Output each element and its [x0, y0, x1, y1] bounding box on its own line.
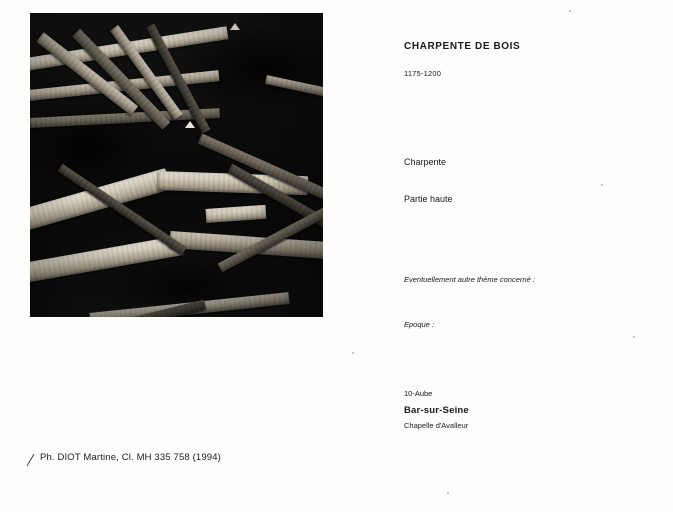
scan-speck — [601, 184, 603, 186]
scan-speck — [447, 492, 449, 494]
timber-beam — [206, 205, 267, 223]
photo-caption: Ph. DIOT Martine, Cl. MH 335 758 (1994) — [40, 452, 221, 463]
record-field-2: Partie haute — [404, 194, 453, 204]
record-field-1: Charpente — [404, 157, 447, 167]
scan-speck — [569, 10, 571, 12]
photograph — [30, 13, 323, 317]
other-theme-label: Eventuellement autre thème concerné : — [404, 275, 535, 284]
slash-mark-icon — [26, 453, 36, 467]
scan-speck — [352, 352, 354, 354]
scan-speck — [633, 336, 635, 338]
record-title: CHARPENTE DE BOIS — [404, 41, 521, 52]
commune-label: Bar-sur-Seine — [404, 405, 469, 416]
triangle-mark-middle-icon — [185, 121, 195, 128]
record-dates: 1175-1200 — [404, 69, 442, 78]
photograph-image — [30, 13, 323, 317]
record-fields — [404, 0, 654, 512]
epoch-label: Epoque : — [404, 320, 435, 329]
department-label: 10-Aube — [404, 389, 433, 398]
triangle-mark-top-icon — [230, 23, 240, 30]
edifice-label: Chapelle d'Avalleur — [404, 421, 469, 430]
